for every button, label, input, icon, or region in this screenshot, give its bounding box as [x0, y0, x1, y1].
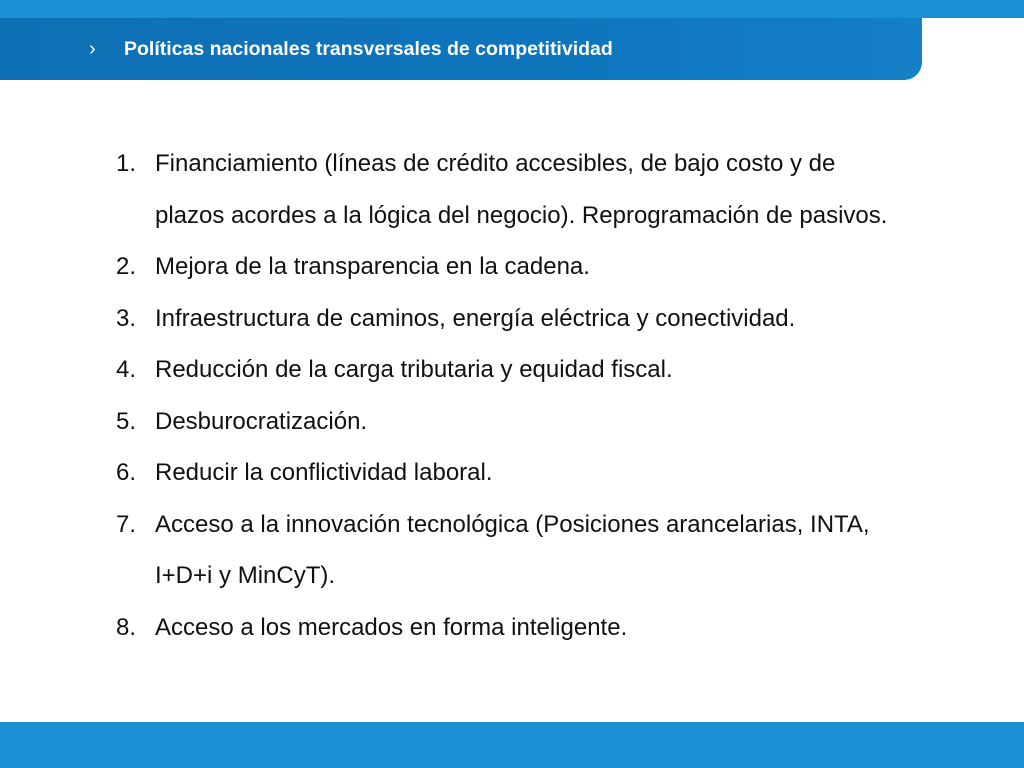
list-item-text: I+D+i y MinCyT).	[155, 562, 336, 589]
bottom-decorative-band	[0, 722, 1024, 768]
list-item-text: Acceso a los mercados en forma inteligente.	[155, 613, 628, 641]
list-item-number: 6.	[116, 459, 137, 486]
list-item-text: Mejora de la transparencia en la cadena.	[155, 253, 590, 280]
list-item-text: Reducir la conflictividad laboral.	[155, 459, 493, 486]
slide-title-bar	[0, 18, 922, 80]
list-item-text: plazos acordes a la lógica del negocio). Reprogramación de pasivos.	[155, 201, 888, 229]
list-item-number: 3.	[116, 304, 137, 332]
list-item	[116, 344, 936, 396]
list-item-text: Reducción de la carga tributaria y equidad fiscal.	[155, 356, 673, 383]
list-item	[116, 293, 936, 345]
list-item-number: 2.	[116, 253, 137, 280]
list-item	[116, 602, 936, 654]
list-item	[116, 241, 936, 293]
list-item-text: Desburocratización.	[155, 407, 368, 435]
list-item	[116, 138, 936, 241]
chevron-right-icon: ›	[89, 38, 96, 60]
list-item-number: 1.	[116, 150, 137, 177]
list-item-number: 4.	[116, 356, 137, 383]
list-item-text: Acceso a la innovación tecnológica (Posiciones arancelarias, INTA,	[155, 510, 870, 538]
list-item	[116, 499, 936, 602]
list-item-number: 5.	[116, 407, 137, 435]
list-item-number: 7.	[116, 510, 137, 538]
policy-list	[116, 138, 936, 653]
list-item-text: Financiamiento (líneas de crédito accesibles, de bajo costo y de	[155, 150, 836, 177]
slide-title: Políticas nacionales transversales de competitividad	[124, 38, 613, 60]
top-decorative-band	[0, 0, 1024, 18]
list-item	[116, 396, 936, 448]
list-item-text: Infraestructura de caminos, energía eléctrica y conectividad.	[155, 304, 796, 332]
list-item	[116, 447, 936, 499]
list-item-number: 8.	[116, 613, 137, 641]
